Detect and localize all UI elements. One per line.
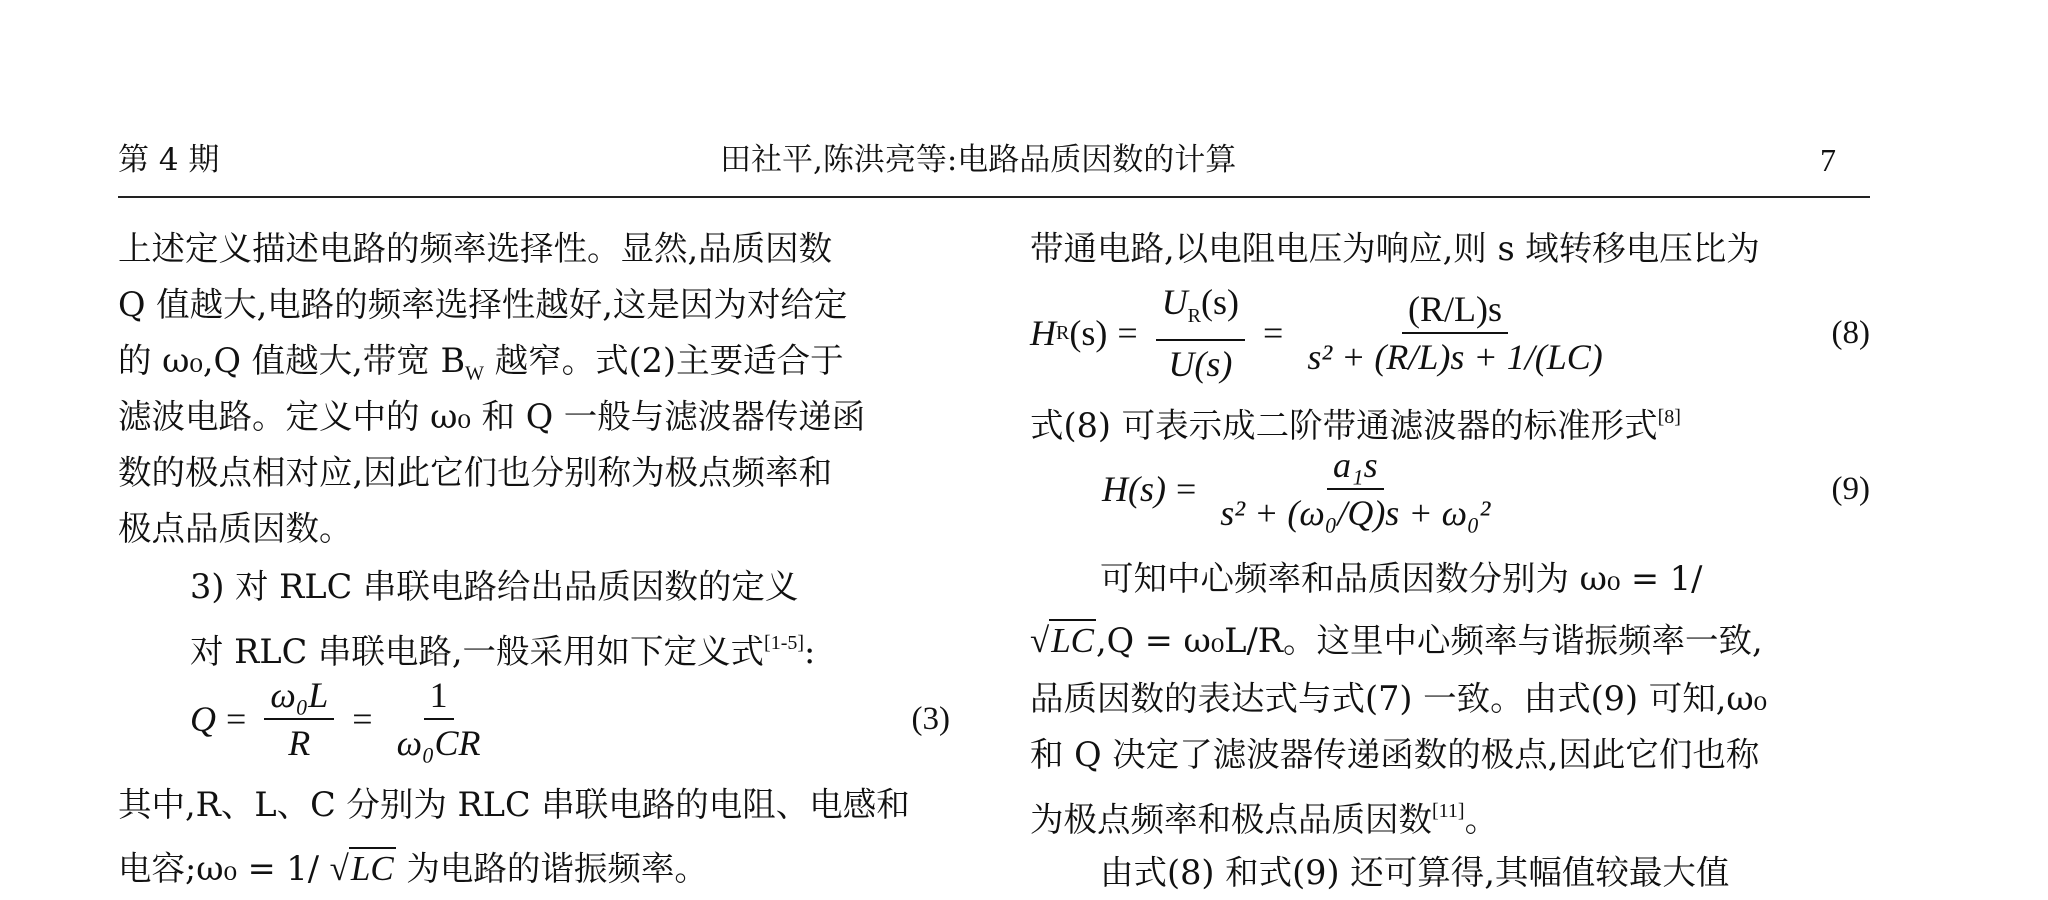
- page-number: 7: [1820, 142, 1836, 178]
- running-title: 田社平,陈洪亮等:电路品质因数的计算: [720, 142, 1237, 178]
- paragraph-line: Q 值越大,电路的频率选择性越好,这是因为对给定: [118, 285, 848, 324]
- paragraph-line: 的 ω₀,Q 值越大,带宽 $B_W$ 越窄。式(2)主要适合于: [118, 341, 844, 385]
- issue-label: 第 4 期: [118, 142, 220, 178]
- paragraph-line: 电容;ω₀ = 1/ √LC 为电路的谐振频率。: [118, 849, 708, 888]
- equation-3: Q = $\frac{\text{ω₀L}}{R}$ = $\frac{1}{\text{ω₀CR}}$ (3): [190, 675, 950, 763]
- equation-number: (3): [911, 701, 950, 737]
- paragraph-line: 由式(8) 和式(9) 还可算得,其幅值较最大值: [1100, 853, 1730, 892]
- equation-number: (9): [1831, 471, 1870, 507]
- paragraph-line: 和 Q 决定了滤波器传递函数的极点,因此它们也称: [1030, 735, 1760, 774]
- citation: [11]: [1432, 800, 1465, 822]
- paragraph-line: 带通电路,以电阻电压为响应,则 s 域转移电压比为: [1030, 229, 1760, 268]
- equation-9: H(s) = $\frac{\text{a₁s}}{\text{s² + (ω₀/Q)s + ω₀²}}$ (9): [1102, 445, 1870, 533]
- definition-line: 对 RLC 串联电路,一般采用如下定义式[1-5]:: [190, 632, 816, 671]
- list-item-3: 3) 对 RLC 串联电路给出品质因数的定义: [190, 567, 799, 606]
- paragraph-line: √LC,Q = ω₀L/R。这里中心频率与谐振频率一致,: [1030, 621, 1763, 660]
- paragraph-line: 滤波电路。定义中的 ω₀ 和 Q 一般与滤波器传递函: [118, 397, 866, 436]
- paragraph-line: 式(8) 可表示成二阶带通滤波器的标准形式[8]: [1030, 406, 1681, 445]
- citation: [8]: [1657, 406, 1681, 428]
- citation: [1-5]: [764, 632, 805, 654]
- equation-number: (8): [1831, 315, 1870, 351]
- paragraph-line: 极点品质因数。: [118, 509, 353, 548]
- paragraph-line: 可知中心频率和品质因数分别为 ω₀ = 1/: [1100, 559, 1703, 598]
- header-rule: [118, 196, 1870, 198]
- paragraph-line: 品质因数的表达式与式(7) 一致。由式(9) 可知,ω₀: [1030, 679, 1768, 718]
- paragraph-line: 数的极点相对应,因此它们也分别称为极点频率和: [118, 453, 833, 492]
- paragraph-line: 为极点频率和极点品质因数[11]。: [1030, 800, 1499, 839]
- paragraph-line: 上述定义描述电路的频率选择性。显然,品质因数: [118, 229, 833, 268]
- paragraph-line: 其中,R、L、C 分别为 RLC 串联电路的电阻、电感和: [118, 785, 910, 824]
- equation-8: H R (s) = $\frac{U_R(s)}{U(s)}$ = $\frac{(R/L)s}{\text{s² + (R/L)s + 1/(LC)}}$ (8): [1030, 281, 1870, 385]
